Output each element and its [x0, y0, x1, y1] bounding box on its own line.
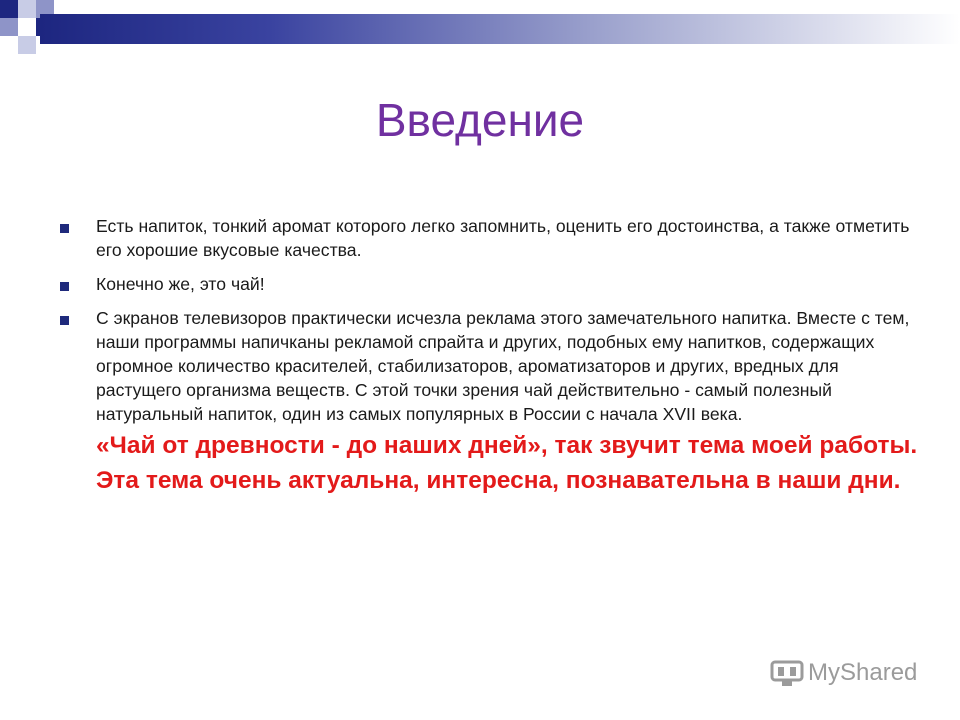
myshared-logo-icon: [770, 658, 804, 688]
bullet-square-icon: [60, 224, 69, 233]
header-gradient-bar: [40, 14, 960, 44]
bullet-list: [60, 214, 920, 508]
watermark-label: MyShared: [808, 659, 918, 686]
header-decoration: [0, 0, 960, 60]
bullet-body: С экранов телевизоров практически исчезла реклама этого замечательного напитка. Вместе с тем, наши программы напичканы рекламой спрайта и других, подобных ему напитков, содержащих огромное количество красителей, стабилизаторов, ароматизаторов и других, вредных для растущего организма веществ. С этой точки зрения чай действительно - самый полезный натуральный напиток, один из самых популярных в России с начала XVII века.: [96, 308, 910, 424]
watermark-logo: [770, 656, 917, 690]
decor-square: [18, 0, 36, 18]
list-item: [60, 272, 920, 296]
decor-square: [0, 18, 18, 36]
bullet-text: Конечно же, это чай!: [96, 274, 265, 294]
decor-square: [18, 36, 36, 54]
bullet-text: [96, 306, 920, 498]
slide-title: Введение: [375, 94, 585, 146]
decor-square: [0, 0, 18, 18]
bullet-square-icon: [60, 316, 69, 325]
bullet-text: Есть напиток, тонкий аромат которого легко запомнить, оценить его достоинства, а также отметить его хорошие вкусовые качества.: [96, 216, 910, 260]
decor-square: [18, 18, 36, 36]
bullet-square-icon: [60, 282, 69, 291]
emphasis-text: «Чай от древности - до наших дней», так звучит тема моей работы. Эта тема очень актуальна, интересна, познавательна в наши дни.: [96, 432, 918, 494]
list-item: [60, 306, 920, 498]
list-item: [60, 214, 920, 262]
